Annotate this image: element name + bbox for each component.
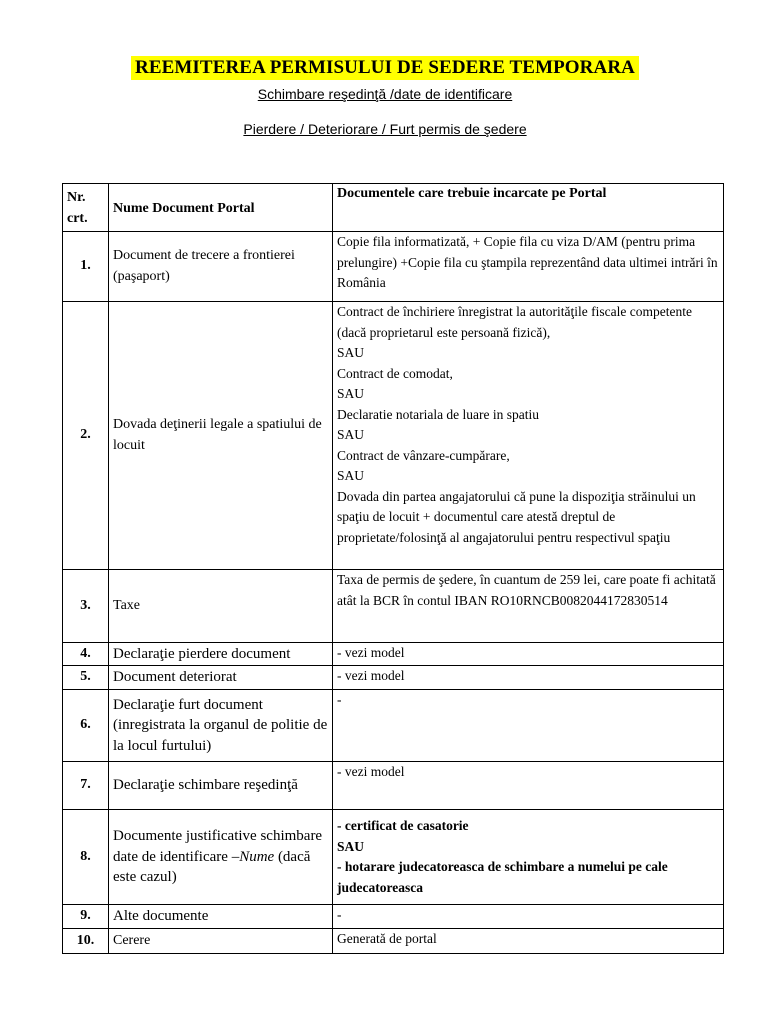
row-name: Dovada deţinerii legale a spatiului de locuit: [109, 302, 333, 570]
doc-line: - vezi model: [337, 764, 405, 779]
row-name: Alte documente: [109, 905, 333, 929]
row-name: [109, 810, 333, 905]
row-name: Declaraţie pierdere document: [109, 643, 333, 666]
table-row: [63, 570, 724, 643]
doc-line: Copie fila informatizată, + Copie fila cu viza D/AM (pentru prima prelungire) +Copie fila cu ştampila reprezentând data ultimei intrări în România: [337, 234, 718, 290]
row-nr: 5.: [63, 666, 109, 690]
doc-line: Taxa de permis de şedere, în cuantum de 259 lei, care poate fi achitată atât la BCR în contul IBAN RO10RNCB0082044172830514: [337, 572, 716, 608]
doc-line: Declaratie notariala de luare in spatiu: [337, 406, 540, 422]
doc-line: -: [337, 692, 342, 707]
doc-line: Contract de comodat,: [337, 365, 453, 381]
doc-line: Contract de închiriere înregistrat la autorităţile fiscale competente (dacă proprietarul este persoană fizică),: [337, 304, 692, 340]
doc-line: SAU: [337, 427, 365, 442]
doc-line: -: [337, 907, 342, 922]
row-nr: 1.: [63, 232, 109, 302]
row-docs: [333, 570, 724, 643]
row-name-italic: –Nume: [231, 848, 275, 865]
row-name: Cerere: [109, 929, 333, 954]
row-docs: [333, 666, 724, 690]
table-row: [63, 643, 724, 666]
doc-line: - vezi model: [337, 645, 405, 660]
row-docs: [333, 905, 724, 929]
table-row: [63, 690, 724, 762]
row-nr: 10.: [63, 929, 109, 954]
doc-line: Generată de portal: [337, 931, 437, 946]
row-nr: 7.: [63, 762, 109, 810]
row-docs: [333, 810, 724, 905]
title-wrap: [0, 56, 770, 80]
row-name: Document de trecere a frontierei (paşaport): [109, 232, 333, 302]
page-title: REEMITEREA PERMISULUI DE SEDERE TEMPORARA: [131, 56, 639, 80]
header-docs: Documentele care trebuie incarcate pe Portal: [333, 184, 724, 232]
row-name-main: Documente justificative schimbare date de identificare: [113, 828, 323, 865]
doc-line: SAU: [337, 838, 365, 854]
doc-line: - vezi model: [337, 668, 405, 683]
table-row: [63, 666, 724, 690]
doc-line: Contract de vânzare-cumpărare,: [337, 447, 510, 463]
row-docs: [333, 232, 724, 302]
header-nr: Nr. crt.: [63, 184, 109, 232]
row-docs: [333, 762, 724, 810]
doc-line: SAU: [337, 386, 365, 401]
row-docs: [333, 690, 724, 762]
row-name: Declaraţie furt document (inregistrata la organul de politie de la locul furtului): [109, 690, 333, 762]
row-nr: 4.: [63, 643, 109, 666]
row-name: Declaraţie schimbare reşedinţă: [109, 762, 333, 810]
table-header-row: [63, 184, 724, 232]
header-name: Nume Document Portal: [109, 184, 333, 232]
table-row: [63, 232, 724, 302]
row-nr: 6.: [63, 690, 109, 762]
table-row: [63, 302, 724, 570]
documents-table: [62, 183, 724, 954]
row-docs: [333, 929, 724, 954]
table-row: [63, 905, 724, 929]
row-name: Document deteriorat: [109, 666, 333, 690]
row-nr: 9.: [63, 905, 109, 929]
row-nr: 2.: [63, 302, 109, 570]
doc-line: SAU: [337, 345, 365, 360]
row-nr: 8.: [63, 810, 109, 905]
doc-line: - hotarare judecatoreasca de schimbare a numelui pe cale judecatoreasca: [337, 859, 668, 895]
row-name-tail: (dacă este cazul): [113, 848, 311, 886]
subtitle-1: Schimbare reşedinţă /date de identificare: [257, 86, 513, 102]
row-docs: [333, 643, 724, 666]
doc-line: Dovada din partea angajatorului că pune la dispoziţia străinului un spaţiu de locuit + documentul care atestă dreptul de proprietate/folosinţă al angajatorului pentru respectivul spaţiu: [337, 488, 696, 545]
row-nr: 3.: [63, 570, 109, 643]
row-name: Taxe: [109, 570, 333, 643]
table-row: [63, 929, 724, 954]
doc-line: SAU: [337, 468, 365, 483]
doc-line: - certificat de casatorie: [337, 818, 469, 833]
subtitle-2: Pierdere / Deteriorare / Furt permis de şedere: [243, 121, 527, 137]
table-row: [63, 762, 724, 810]
table-row: [63, 810, 724, 905]
row-docs: [333, 302, 724, 570]
